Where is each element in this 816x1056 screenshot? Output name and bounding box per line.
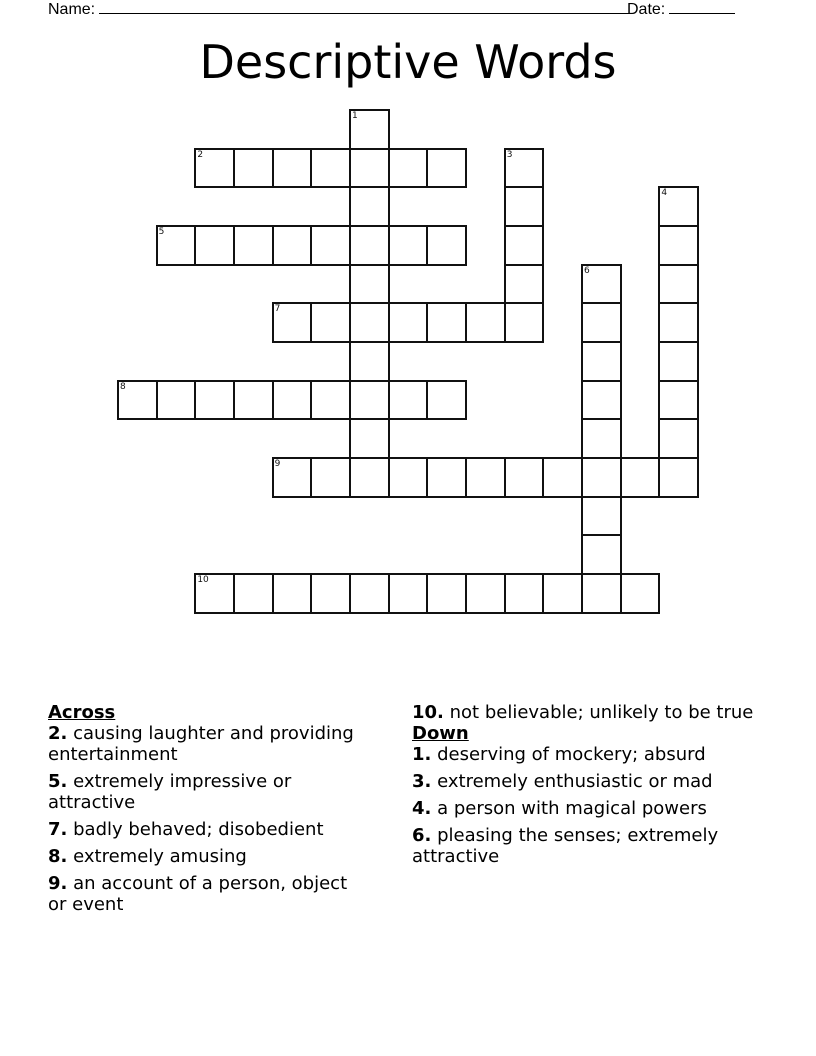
clue-number: 1. bbox=[412, 744, 432, 765]
clue-number: 6. bbox=[412, 825, 432, 846]
crossword-cell[interactable] bbox=[233, 225, 274, 266]
down-heading: Down bbox=[412, 723, 469, 744]
crossword-cell[interactable] bbox=[504, 186, 545, 227]
crossword-cell[interactable] bbox=[620, 457, 661, 498]
crossword-cell[interactable] bbox=[504, 573, 545, 614]
crossword-cell[interactable] bbox=[156, 225, 197, 266]
clue-text: pleasing the senses; extremely attractive bbox=[412, 825, 719, 867]
crossword-cell[interactable] bbox=[388, 302, 429, 343]
clue-number: 5. bbox=[48, 771, 68, 792]
crossword-cell[interactable] bbox=[542, 573, 583, 614]
clue-down-3 bbox=[412, 771, 762, 792]
clue-number-label: 4 bbox=[661, 188, 668, 199]
crossword-cell[interactable] bbox=[117, 380, 158, 421]
crossword-cell[interactable] bbox=[581, 457, 622, 498]
crossword-cell[interactable] bbox=[349, 302, 390, 343]
crossword-cell[interactable] bbox=[465, 302, 506, 343]
across-heading: Across bbox=[48, 702, 116, 723]
clue-across-5 bbox=[48, 771, 368, 813]
clue-across-9 bbox=[48, 873, 368, 915]
crossword-cell[interactable] bbox=[194, 380, 235, 421]
crossword-cell[interactable] bbox=[349, 225, 390, 266]
clue-number-label: 1 bbox=[352, 111, 358, 121]
crossword-cell[interactable] bbox=[658, 264, 699, 305]
crossword-cell[interactable] bbox=[465, 573, 506, 614]
crossword-cell[interactable] bbox=[426, 225, 467, 266]
crossword-cell[interactable] bbox=[349, 186, 390, 227]
clue-text: an account of a person, object or event bbox=[48, 873, 348, 915]
crossword-cell[interactable] bbox=[658, 341, 699, 382]
clue-number-label: 5 bbox=[158, 227, 165, 237]
clue-text: extremely impressive or attractive bbox=[48, 771, 292, 813]
clue-number: 2. bbox=[48, 723, 68, 744]
crossword-cell[interactable] bbox=[272, 148, 313, 189]
crossword-cell[interactable] bbox=[194, 573, 235, 614]
clue-number: 9. bbox=[48, 873, 68, 894]
crossword-cell[interactable] bbox=[156, 380, 197, 421]
clue-text: badly behaved; disobedient bbox=[73, 819, 324, 840]
crossword-cell[interactable] bbox=[310, 302, 351, 343]
crossword-cell[interactable] bbox=[349, 148, 390, 189]
crossword-cell[interactable] bbox=[349, 341, 390, 382]
crossword-cell[interactable] bbox=[233, 148, 274, 189]
clue-text: causing laughter and providing entertainment bbox=[48, 723, 354, 765]
clue-number-label: 2 bbox=[197, 149, 204, 160]
crossword-cell[interactable] bbox=[658, 418, 699, 459]
clue-number: 8. bbox=[48, 846, 68, 867]
clue-number: 7. bbox=[48, 819, 68, 840]
crossword-cell[interactable] bbox=[349, 573, 390, 614]
crossword-cell[interactable] bbox=[581, 341, 622, 382]
crossword-cell[interactable] bbox=[658, 302, 699, 343]
crossword-cell[interactable] bbox=[426, 380, 467, 421]
clue-text: extremely enthusiastic or mad bbox=[437, 771, 713, 792]
crossword-cell[interactable] bbox=[426, 573, 467, 614]
clue-number: 4. bbox=[412, 798, 432, 819]
name-label: Name: bbox=[48, 1, 96, 18]
crossword-cell[interactable] bbox=[581, 534, 622, 575]
crossword-cell[interactable] bbox=[542, 457, 583, 498]
clues-column-right bbox=[412, 702, 762, 873]
clue-number-label: 3 bbox=[506, 149, 513, 160]
crossword-cell[interactable] bbox=[310, 225, 351, 266]
crossword-cell[interactable] bbox=[349, 109, 390, 150]
crossword-cell[interactable] bbox=[504, 225, 545, 266]
crossword-cell[interactable] bbox=[233, 573, 274, 614]
crossword-cell[interactable] bbox=[310, 148, 351, 189]
crossword-cell[interactable] bbox=[349, 418, 390, 459]
crossword-cell[interactable] bbox=[658, 225, 699, 266]
crossword-cell[interactable] bbox=[504, 148, 545, 189]
crossword-cell[interactable] bbox=[581, 380, 622, 421]
clue-text: extremely amusing bbox=[73, 846, 247, 867]
clue-text: deserving of mockery; absurd bbox=[437, 744, 706, 765]
crossword-cell[interactable] bbox=[349, 380, 390, 421]
crossword-cell[interactable] bbox=[465, 457, 506, 498]
clue-number-label: 7 bbox=[274, 304, 281, 315]
crossword-cell[interactable] bbox=[504, 302, 545, 343]
clue-down-1 bbox=[412, 744, 762, 765]
crossword-cell[interactable] bbox=[272, 380, 313, 421]
crossword-cell[interactable] bbox=[388, 573, 429, 614]
crossword-cell[interactable] bbox=[272, 302, 313, 343]
clue-number-label: 6 bbox=[584, 265, 590, 276]
crossword-cell[interactable] bbox=[388, 380, 429, 421]
clue-down-4 bbox=[412, 798, 762, 819]
clue-number: 10. bbox=[412, 702, 444, 723]
crossword-cell[interactable] bbox=[581, 302, 622, 343]
crossword-cell[interactable] bbox=[658, 186, 699, 227]
crossword-cell[interactable] bbox=[272, 457, 313, 498]
crossword-cell[interactable] bbox=[272, 573, 313, 614]
date-label: Date: bbox=[627, 1, 666, 18]
clue-across-10 bbox=[412, 702, 762, 723]
crossword-cell[interactable] bbox=[310, 380, 351, 421]
clues-column-left bbox=[48, 702, 368, 921]
clue-down-6 bbox=[412, 825, 762, 867]
clue-number-label: 9 bbox=[274, 459, 281, 470]
crossword-cell[interactable] bbox=[426, 457, 467, 498]
crossword-cell[interactable] bbox=[581, 264, 622, 305]
crossword-cell[interactable] bbox=[310, 457, 351, 498]
crossword-cell[interactable] bbox=[272, 225, 313, 266]
crossword-cell[interactable] bbox=[658, 457, 699, 498]
clue-text: not believable; unlikely to be true bbox=[449, 702, 754, 723]
page-title: Descriptive Words bbox=[199, 35, 617, 89]
crossword-cell[interactable] bbox=[658, 380, 699, 421]
crossword-cell[interactable] bbox=[194, 225, 235, 266]
crossword-cell[interactable] bbox=[504, 457, 545, 498]
clue-number-label: 10 bbox=[197, 575, 209, 586]
crossword-cell[interactable] bbox=[388, 225, 429, 266]
clue-text: a person with magical powers bbox=[437, 798, 707, 819]
clue-across-2 bbox=[48, 723, 368, 765]
crossword-cell[interactable] bbox=[581, 573, 622, 614]
clue-across-7 bbox=[48, 819, 368, 840]
crossword-cell[interactable] bbox=[426, 302, 467, 343]
clue-number: 3. bbox=[412, 771, 432, 792]
crossword-cell[interactable] bbox=[504, 264, 545, 305]
clue-across-8 bbox=[48, 846, 368, 867]
crossword-cell[interactable] bbox=[388, 148, 429, 189]
crossword-cell[interactable] bbox=[388, 457, 429, 498]
crossword-cell[interactable] bbox=[349, 457, 390, 498]
crossword-cell[interactable] bbox=[426, 148, 467, 189]
crossword-cell[interactable] bbox=[194, 148, 235, 189]
crossword-cell[interactable] bbox=[233, 380, 274, 421]
crossword-cell[interactable] bbox=[349, 264, 390, 305]
crossword-cell[interactable] bbox=[310, 573, 351, 614]
clue-number-label: 8 bbox=[120, 381, 126, 392]
crossword-cell[interactable] bbox=[620, 573, 661, 614]
crossword-cell[interactable] bbox=[581, 496, 622, 537]
crossword-cell[interactable] bbox=[581, 418, 622, 459]
